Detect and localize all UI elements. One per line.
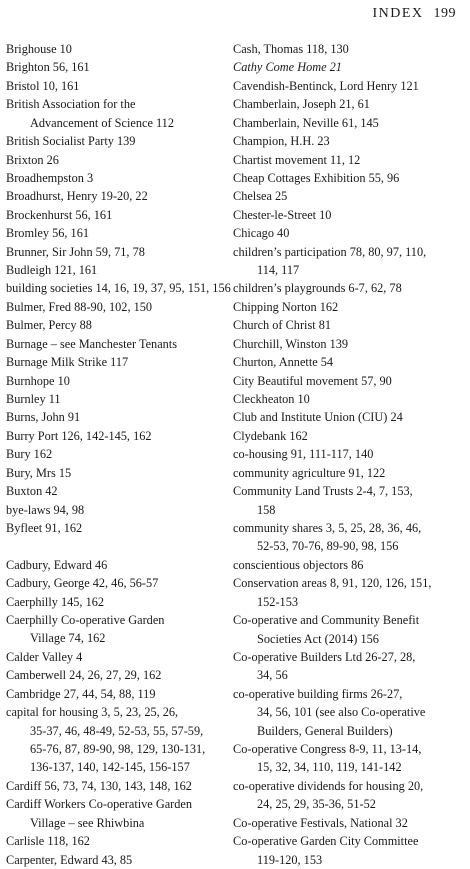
index-entry	[233, 353, 463, 371]
index-entry	[233, 335, 463, 353]
index-entry-continuation: 158	[257, 502, 276, 517]
index-entry-line: Brockenhurst 56, 161	[6, 207, 113, 222]
index-entry-line: Cash, Thomas 118, 130	[233, 42, 349, 56]
index-entry-continuation: Societies Act (2014) 156	[257, 631, 379, 646]
index-entry-line: Cheap Cottages Exhibition 55, 96	[233, 170, 400, 185]
index-entry	[6, 335, 220, 353]
index-entry-line: British Association for the	[6, 97, 136, 112]
index-entry-line: Bulmer, Fred 88-90, 102, 150	[6, 299, 153, 314]
index-entry	[6, 648, 220, 666]
index-entry-line: Burnley 11	[6, 392, 61, 407]
index-entry-line: Cardiff Workers Co-operative Garden	[6, 797, 193, 812]
index-entry	[6, 187, 220, 205]
index-entry	[6, 58, 220, 76]
index-entry-continuation: 65-76, 87, 89-90, 98, 129, 130-131,	[30, 742, 206, 757]
section-gap	[6, 537, 220, 555]
index-entry	[233, 187, 463, 205]
index-entry	[6, 482, 220, 500]
index-entry-line: Chartist movement 11, 12	[233, 152, 361, 167]
index-entry	[233, 390, 463, 408]
index-entry-line: City Beautiful movement 57, 90	[233, 373, 392, 388]
index-entry-line: Cathy Come Home 21	[233, 60, 342, 75]
index-entry	[6, 261, 220, 279]
index-entry	[233, 556, 463, 574]
index-entry-line: Burnhope 10	[6, 373, 70, 388]
index-entry-line: Church of Christ 81	[233, 318, 332, 333]
index-entry	[6, 685, 220, 703]
index-entry	[233, 777, 463, 814]
index-entry-continuation: Advancement of Science 112	[30, 115, 174, 130]
index-entry-continuation: 119-120, 153	[257, 852, 323, 867]
index-entry	[233, 372, 463, 390]
index-entry-line: conscientious objectors 86	[233, 557, 364, 572]
index-entry	[233, 206, 463, 224]
index-entry-continuation: Village 74, 162	[30, 631, 106, 646]
index-entry	[6, 445, 220, 463]
index-entry	[233, 316, 463, 334]
index-entry-line: Burnage Milk Strike 117	[6, 355, 129, 370]
index-entry-line: Chipping Norton 162	[233, 299, 339, 314]
index-entry-line: co-housing 91, 111-117, 140	[233, 447, 374, 462]
page-number: 199	[433, 6, 456, 21]
index-column-right	[233, 40, 463, 869]
index-entry-line: Broadhempston 3	[6, 170, 94, 185]
index-entry-line: Bromley 56, 161	[6, 226, 89, 241]
index-entry-line: Budleigh 121, 161	[6, 263, 98, 278]
index-entry	[6, 390, 220, 408]
index-entry	[6, 151, 220, 169]
index-entry-line: Champion, H.H. 23	[233, 134, 330, 149]
index-entry-line: capital for housing 3, 5, 23, 25, 26,	[6, 705, 179, 720]
index-entry-line: Carlisle 118, 162	[6, 834, 90, 849]
index-entry-line: Co-operative Builders Ltd 26-27, 28,	[233, 649, 416, 664]
index-entry-continuation: 114, 117	[257, 263, 300, 278]
index-entry	[233, 224, 463, 242]
index-entry-continuation: 52-53, 70-76, 89-90, 98, 156	[257, 539, 399, 554]
index-entry-line: Cadbury, Edward 46	[6, 557, 108, 572]
index-entry	[233, 132, 463, 150]
index-entry-line: Cambridge 27, 44, 54, 88, 119	[6, 686, 156, 701]
index-entry	[6, 206, 220, 224]
index-entry-line: Brunner, Sir John 59, 71, 78	[6, 244, 145, 259]
index-entry	[6, 408, 220, 426]
index-entry	[6, 851, 220, 869]
index-entry	[233, 482, 463, 519]
index-entry	[233, 95, 463, 113]
index-entry-line: Brighton 56, 161	[6, 60, 90, 75]
index-entry-line: Burns, John 91	[6, 410, 81, 425]
index-entry	[6, 169, 220, 187]
index-entry-continuation: Village – see Rhiwbina	[30, 815, 145, 830]
index-entry	[233, 427, 463, 445]
index-entry-line: Byfleet 91, 162	[6, 520, 83, 535]
index-entry-line: Cleckheaton 10	[233, 392, 310, 407]
index-entry-line: building societies 14, 16, 19, 37, 95, 151, 156	[6, 281, 231, 296]
index-entry-line: Co-operative Congress 8-9, 11, 13-14,	[233, 742, 422, 757]
index-entry	[6, 40, 220, 58]
index-entry	[6, 243, 220, 261]
index-entry-line: Churton, Annette 54	[233, 355, 334, 370]
index-entry	[233, 648, 463, 685]
index-entry-line: Burnage – see Manchester Tenants	[6, 336, 178, 351]
index-entry-line: community agriculture 91, 122	[233, 465, 386, 480]
index-entry-line: Co-operative Garden City Committee	[233, 834, 419, 849]
index-entry-line: Conservation areas 8, 91, 120, 126, 151,	[233, 576, 432, 591]
index-entry	[6, 77, 220, 95]
index-entry-line: Churchill, Winston 139	[233, 336, 349, 351]
index-entry-line: Chicago 40	[233, 226, 290, 241]
index-entry	[233, 40, 463, 58]
index-entry-continuation: 34, 56	[257, 668, 288, 683]
index-entry-line: bye-laws 94, 98	[6, 502, 85, 517]
index-entry-line: Co-operative Festivals, National 32	[233, 815, 408, 830]
index-entry-continuation: 136-137, 140, 142-145, 156-157	[30, 760, 190, 775]
index-entry	[233, 77, 463, 95]
index-entry	[6, 519, 220, 537]
index-entry-continuation: 34, 56, 101 (see also Co-operative	[257, 705, 426, 720]
index-entry-line: Chester-le-Street 10	[233, 207, 332, 222]
index-entry-continuation: Builders, General Builders)	[257, 723, 393, 738]
index-entry	[6, 574, 220, 592]
index-entry-line: Chamberlain, Neville 61, 145	[233, 115, 379, 130]
index-entry	[233, 279, 463, 297]
index-entry	[233, 298, 463, 316]
index-entry	[233, 740, 463, 777]
index-entry-line: Calder Valley 4	[6, 649, 83, 664]
index-entry	[233, 611, 463, 648]
index-entry	[233, 445, 463, 463]
page-header	[372, 6, 456, 22]
index-entry	[233, 574, 463, 611]
index-entry-line: co-operative dividends for housing 20,	[233, 778, 424, 793]
index-entry	[6, 593, 220, 611]
index-entry-line: Cardiff 56, 73, 74, 130, 143, 148, 162	[6, 778, 192, 793]
index-entry-continuation: 15, 32, 34, 110, 119, 141-142	[257, 760, 402, 775]
index-entry	[6, 427, 220, 445]
index-entry-continuation: 35-37, 46, 48-49, 52-53, 55, 57-59,	[30, 723, 204, 738]
index-entry	[6, 501, 220, 519]
index-entry-line: co-operative building firms 26-27,	[233, 686, 403, 701]
index-entry	[233, 243, 463, 280]
index-entry-line: Caerphilly Co-operative Garden	[6, 613, 165, 628]
index-entry	[233, 814, 463, 832]
index-entry	[6, 316, 220, 334]
index-entry-line: children’s playgrounds 6-7, 62, 78	[233, 281, 402, 296]
index-entry	[6, 353, 220, 371]
index-entry	[6, 795, 220, 832]
index-entry	[6, 224, 220, 242]
index-entry	[6, 279, 231, 297]
index-entry-line: Bristol 10, 161	[6, 78, 80, 93]
index-entry-line: Burry Port 126, 142-145, 162	[6, 428, 152, 443]
index-entry-line: Buxton 42	[6, 484, 58, 499]
index-entry	[6, 832, 220, 850]
index-entry	[6, 666, 220, 684]
index-entry-line: Chamberlain, Joseph 21, 61	[233, 97, 370, 112]
section-title: INDEX	[372, 6, 424, 21]
index-entry	[233, 464, 463, 482]
index-entry-line: Carpenter, Edward 43, 85	[6, 852, 133, 867]
index-entry	[6, 777, 220, 795]
index-entry-line: Cadbury, George 42, 46, 56-57	[6, 576, 159, 591]
index-entry-line: community shares 3, 5, 25, 28, 36, 46,	[233, 520, 422, 535]
index-entry-line: Bulmer, Percy 88	[6, 318, 92, 333]
index-entry-line: Broadhurst, Henry 19-20, 22	[6, 189, 148, 204]
index-entry	[233, 519, 463, 556]
index-entry	[233, 169, 463, 187]
index-entry-line: Bury, Mrs 15	[6, 465, 72, 480]
index-entry-continuation: 24, 25, 29, 35-36, 51-52	[257, 797, 376, 812]
index-entry-line: Chelsea 25	[233, 189, 288, 204]
index-entry-line: Caerphilly 145, 162	[6, 594, 105, 609]
index-entry-line: British Socialist Party 139	[6, 134, 136, 149]
index-entry-line: Community Land Trusts 2-4, 7, 153,	[233, 484, 413, 499]
index-entry-line: Cavendish-Bentinck, Lord Henry 121	[233, 78, 419, 93]
index-entry-line: Clydebank 162	[233, 428, 308, 443]
index-entry	[6, 132, 220, 150]
index-entry-line: Bury 162	[6, 447, 53, 462]
index-entry	[233, 832, 463, 869]
index-entry	[6, 556, 220, 574]
index-entry	[6, 298, 220, 316]
index-entry	[6, 95, 220, 132]
index-entry	[6, 703, 220, 777]
index-column-left	[6, 40, 231, 869]
index-entry-line: Brixton 26	[6, 152, 59, 167]
index-entry	[6, 372, 220, 390]
index-entry-line: children’s participation 78, 80, 97, 110,	[233, 244, 427, 259]
index-entry-line: Club and Institute Union (CIU) 24	[233, 410, 403, 425]
index-entry	[233, 58, 463, 76]
index-entry	[6, 464, 220, 482]
index-entry	[6, 611, 220, 648]
index-entry	[233, 408, 463, 426]
index-entry-line: Co-operative and Community Benefit	[233, 613, 420, 628]
index-entry	[233, 685, 463, 740]
index-entry-continuation: 152-153	[257, 594, 298, 609]
index-entry-line: Brighouse 10	[6, 42, 72, 56]
index-entry	[233, 114, 463, 132]
index-entry	[233, 151, 463, 169]
index-entry-line: Camberwell 24, 26, 27, 29, 162	[6, 668, 162, 683]
